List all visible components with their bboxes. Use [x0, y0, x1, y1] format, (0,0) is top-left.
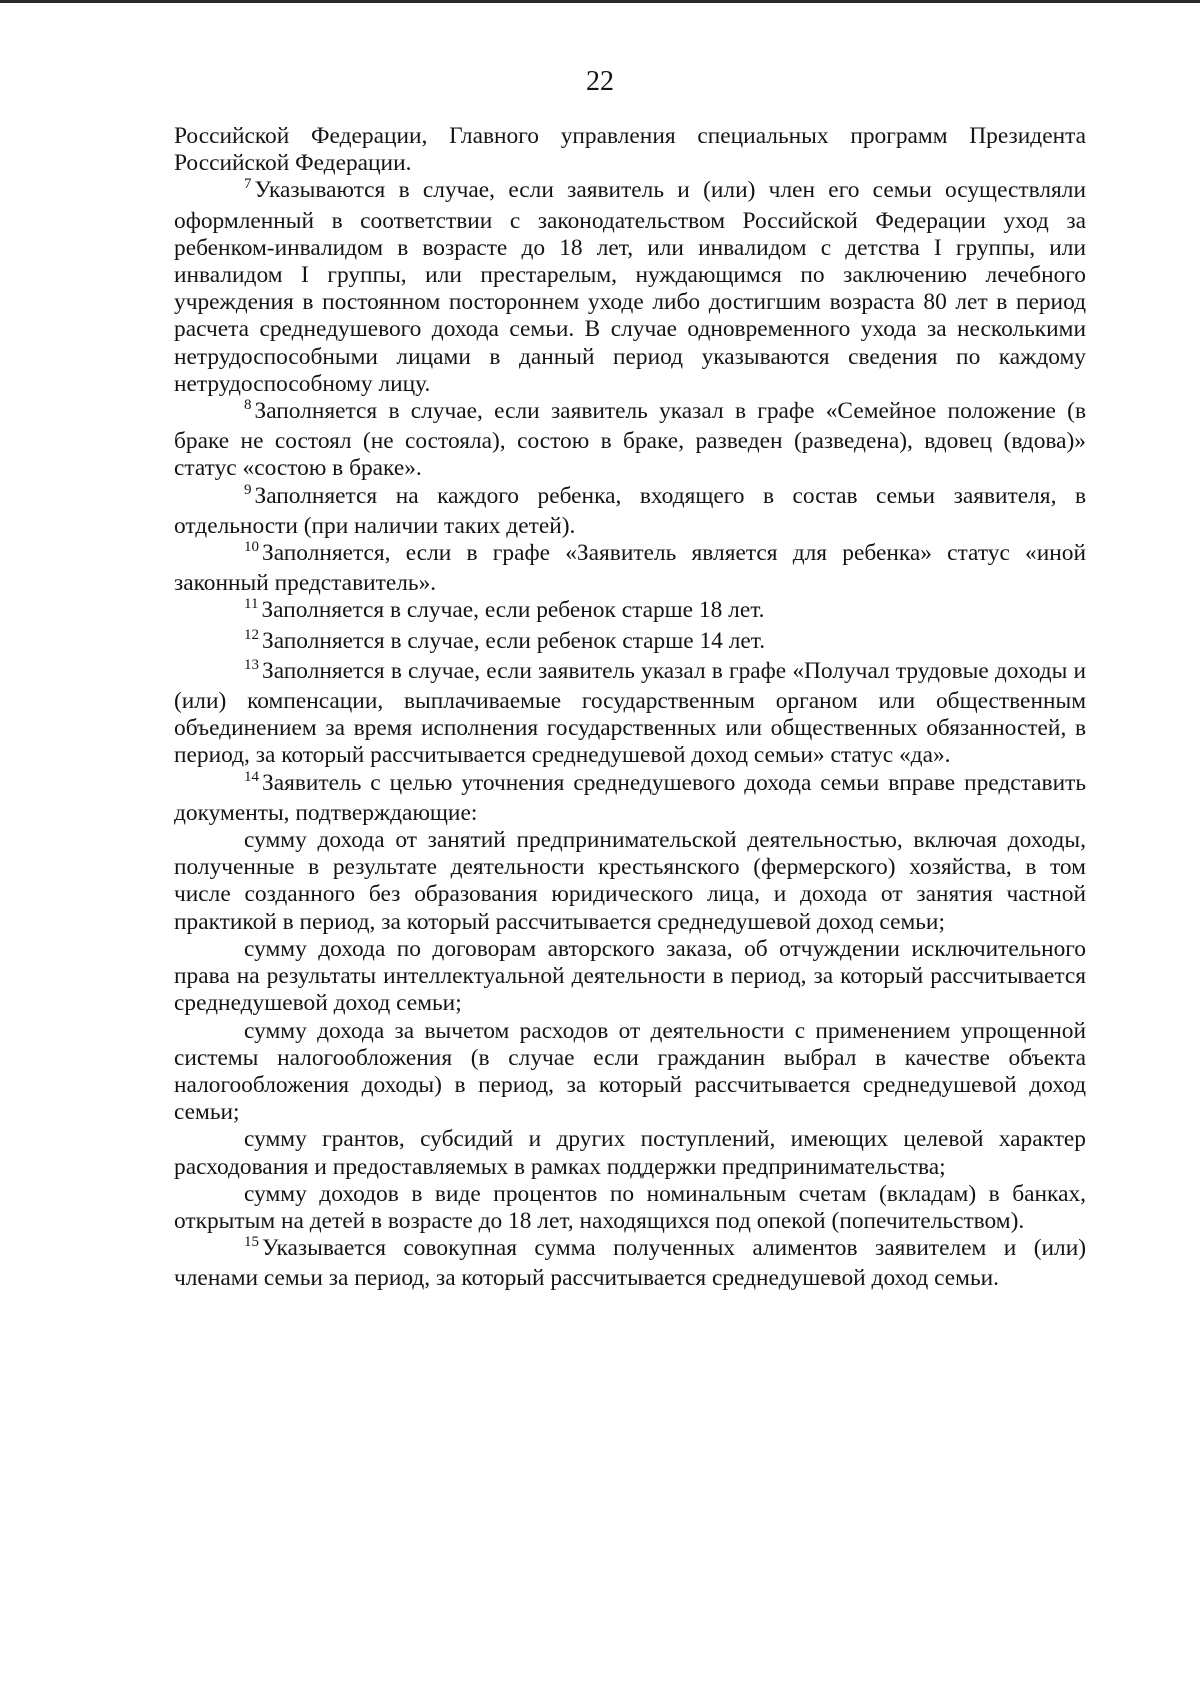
- footnote-number: 15: [244, 1234, 259, 1251]
- footnote-number: 10: [244, 539, 259, 556]
- footnote-15: $^{15}$ Указывается совокупная сумма полученных алиментов заявителем и (или) членами семьи за период, за который рассчитывается среднедушевой доход семьи.: [174, 1234, 1086, 1292]
- footnote-number: 12: [244, 626, 259, 643]
- footnote-10: $^{10}$ Заполняется, если в графе «Заявитель является для ребенка» статус «иной законный представитель».: [174, 539, 1086, 597]
- footnote-number: 11: [244, 596, 259, 613]
- list-item: сумму доходов в виде процентов по номинальным счетам (вкладам) в банках, открытым на детей в возрасте до 18 лет, находящихся под опекой (попечительством).: [174, 1180, 1086, 1234]
- list-item: сумму дохода от занятий предпринимательской деятельностью, включая доходы, полученные в результате деятельности крестьянского (фермерского) хозяйства, в том числе созданного без образования юридического лица, и дохода от занятия частной практикой в период, за который рассчитывается среднедушевой доход семьи;: [174, 827, 1086, 935]
- footnote-number: 9: [244, 481, 252, 498]
- footnote-8: $^8$ Заполняется в случае, если заявитель указал в графе «Семейное положение (в браке не состоял (не состояла), состою в браке, разведен (разведена), вдовец (вдова)» статус «состою в браке».: [174, 397, 1086, 482]
- scan-edge-line: [0, 0, 1200, 3]
- footnote-14: $^{14}$ Заявитель с целью уточнения среднедушевого дохода семьи вправе представить документы, подтверждающие:: [174, 768, 1086, 826]
- footnote-number: 8: [244, 397, 252, 414]
- page-number: 22: [586, 66, 614, 97]
- footnote-number: 7: [244, 176, 252, 193]
- footnote-11: $^{11}$ Заполняется в случае, если ребенок старше 18 лет.: [244, 596, 765, 624]
- list-item: сумму грантов, субсидий и других поступлений, имеющих целевой характер расходования и предоставляемых в рамках поддержки предпринимательства;: [174, 1126, 1086, 1180]
- footnote-number: 13: [244, 656, 259, 673]
- list-item: сумму дохода за вычетом расходов от деятельности с применением упрощенной системы налогообложения (в случае если гражданин выбрал в качестве объекта налогообложения доходы) в период, за который рассчитывается среднедушевой доход семьи;: [174, 1017, 1086, 1126]
- list-item: сумму дохода по договорам авторского заказа, об отчуждении исключительного права на результаты интеллектуальной деятельности в период, за который рассчитывается среднедушевой доход семьи;: [174, 935, 1086, 1017]
- footnote-12: $^{12}$ Заполняется в случае, если ребенок старше 14 лет.: [244, 626, 766, 654]
- footnote-number: 14: [244, 768, 259, 785]
- document-body: [174, 123, 1086, 1293]
- footnote-9: $^9$ Заполняется на каждого ребенка, входящего в состав семьи заявителя, в отдельности (при наличии таких детей).: [174, 481, 1086, 539]
- footnote-13: $^{13}$ Заполняется в случае, если заявитель указал в графе «Получал трудовые доходы и (или) компенсации, выплачиваемые государственным органом или общественным объединением за время исполнения государственных или общественных обязанностей, в период, за который рассчитывается среднедушевой доход семьи» статус «да».: [174, 656, 1086, 769]
- footnote-7: $^7$ Указываются в случае, если заявитель и (или) член его семьи осуществляли оформленный в соответствии с законодательством Российской Федерации уход за ребенком-инвалидом в возрасте до 18 лет, или инвалидом с детства I группы, или инвалидом I группы, или престарелым, нуждающимся по заключению лечебного учреждения в постоянном постороннем уходе либо достигшим возраста 80 лет в период расчета среднедушевого дохода семьи. В случае одновременного ухода за несколькими нетрудоспособными лицами в данный период указываются сведения по каждому нетрудоспособному лицу.: [174, 176, 1086, 397]
- paragraph-continuation: Российской Федерации, Главного управления специальных программ Президента Российской Федерации.: [174, 123, 1086, 177]
